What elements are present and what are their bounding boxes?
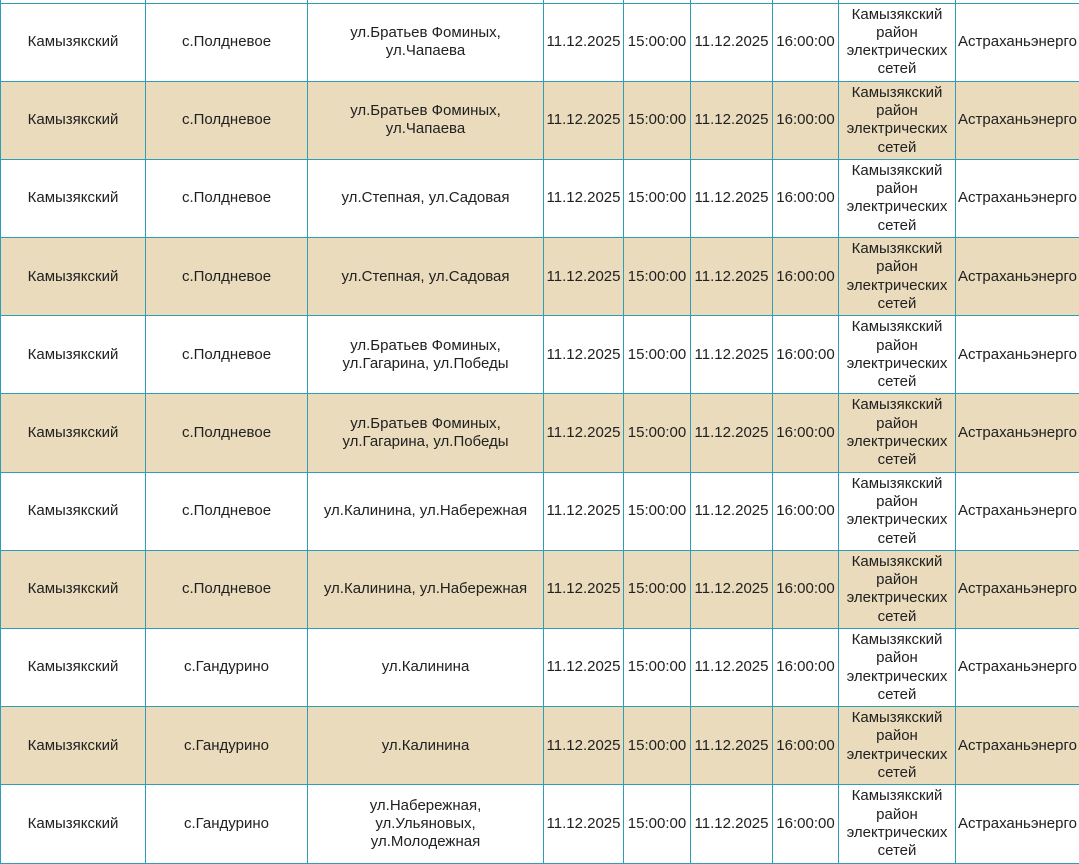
cell-end-date: 11.12.2025 <box>691 472 773 550</box>
outage-table-body <box>1 0 1079 863</box>
cell-end-time: 16:00:00 <box>773 238 839 316</box>
cell-district: Камызякский <box>1 394 146 472</box>
cell-start-time: 15:00:00 <box>624 159 691 237</box>
cell-start-date: 11.12.2025 <box>544 785 624 863</box>
cell-end-date: 11.12.2025 <box>691 3 773 81</box>
cell-end-time: 16:00:00 <box>773 629 839 707</box>
cell-end-time: 16:00:00 <box>773 316 839 394</box>
cell-streets: ул.Степная, ул.Садовая <box>308 238 544 316</box>
cell-energy-company: Астраханьэнерго <box>956 3 1079 81</box>
cell-network-branch: Камызякский район электрических сетей <box>839 316 956 394</box>
table-row <box>1 785 1079 863</box>
cell-network-branch: Камызякский район электрических сетей <box>839 3 956 81</box>
cell-end-date: 11.12.2025 <box>691 316 773 394</box>
cell-streets: ул.Калинина, ул.Набережная <box>308 472 544 550</box>
cell-energy-company: Астраханьэнерго <box>956 316 1079 394</box>
cell-start-date: 11.12.2025 <box>544 316 624 394</box>
cell-network-branch: Камызякский район электрических сетей <box>839 81 956 159</box>
cell-start-date: 11.12.2025 <box>544 394 624 472</box>
cell-energy-company: Астраханьэнерго <box>956 238 1079 316</box>
cell-network-branch: Камызякский район электрических сетей <box>839 550 956 628</box>
cell-end-date: 11.12.2025 <box>691 707 773 785</box>
table-row <box>1 394 1079 472</box>
cell-start-date: 11.12.2025 <box>544 707 624 785</box>
cell-settlement: с.Полдневое <box>146 550 308 628</box>
cell-network-branch: Камызякский район электрических сетей <box>839 159 956 237</box>
cell-energy-company: Астраханьэнерго <box>956 159 1079 237</box>
cell-settlement: с.Гандурино <box>146 707 308 785</box>
cell-start-time: 15:00:00 <box>624 550 691 628</box>
cell-network-branch: Камызякский район электрических сетей <box>839 238 956 316</box>
cell-start-time: 15:00:00 <box>624 707 691 785</box>
cell-settlement: с.Полдневое <box>146 3 308 81</box>
cell-end-time: 16:00:00 <box>773 3 839 81</box>
cell-district: Камызякский <box>1 629 146 707</box>
table-row <box>1 550 1079 628</box>
table-row <box>1 707 1079 785</box>
cell-network-branch: Камызякский район электрических сетей <box>839 707 956 785</box>
cell-end-time: 16:00:00 <box>773 707 839 785</box>
cell-settlement: с.Полдневое <box>146 472 308 550</box>
cell-network-branch: Камызякский район электрических сетей <box>839 629 956 707</box>
cell-energy-company: Астраханьэнерго <box>956 629 1079 707</box>
cell-start-date: 11.12.2025 <box>544 472 624 550</box>
cell-district: Камызякский <box>1 238 146 316</box>
cell-start-date: 11.12.2025 <box>544 3 624 81</box>
cell-district: Камызякский <box>1 3 146 81</box>
cell-network-branch: Камызякский район электрических сетей <box>839 394 956 472</box>
cell-end-date: 11.12.2025 <box>691 785 773 863</box>
cell-streets: ул.Братьев Фоминых, ул.Чапаева <box>308 3 544 81</box>
cell-settlement: с.Полдневое <box>146 81 308 159</box>
table-row <box>1 81 1079 159</box>
cell-start-date: 11.12.2025 <box>544 550 624 628</box>
cell-start-time: 15:00:00 <box>624 81 691 159</box>
cell-settlement: с.Полдневое <box>146 316 308 394</box>
cell-end-time: 16:00:00 <box>773 785 839 863</box>
cell-district: Камызякский <box>1 707 146 785</box>
cell-start-time: 15:00:00 <box>624 785 691 863</box>
cell-streets: ул.Набережная, ул.Ульяновых, ул.Молодежная <box>308 785 544 863</box>
cell-start-date: 11.12.2025 <box>544 238 624 316</box>
cell-end-time: 16:00:00 <box>773 81 839 159</box>
cell-streets: ул.Калинина <box>308 707 544 785</box>
cell-district: Камызякский <box>1 159 146 237</box>
cell-start-date: 11.12.2025 <box>544 159 624 237</box>
cell-settlement: с.Гандурино <box>146 629 308 707</box>
cell-district: Камызякский <box>1 81 146 159</box>
cell-start-time: 15:00:00 <box>624 629 691 707</box>
table-row <box>1 159 1079 237</box>
cell-energy-company: Астраханьэнерго <box>956 550 1079 628</box>
cell-energy-company: Астраханьэнерго <box>956 472 1079 550</box>
cell-end-date: 11.12.2025 <box>691 81 773 159</box>
cell-end-time: 16:00:00 <box>773 159 839 237</box>
cell-settlement: с.Полдневое <box>146 238 308 316</box>
cell-start-time: 15:00:00 <box>624 3 691 81</box>
cell-end-date: 11.12.2025 <box>691 238 773 316</box>
table-row <box>1 472 1079 550</box>
cell-streets: ул.Калинина <box>308 629 544 707</box>
cell-streets: ул.Братьев Фоминых, ул.Гагарина, ул.Победы <box>308 316 544 394</box>
cell-settlement: с.Полдневое <box>146 394 308 472</box>
cell-energy-company: Астраханьэнерго <box>956 394 1079 472</box>
cell-district: Камызякский <box>1 316 146 394</box>
cell-start-time: 15:00:00 <box>624 394 691 472</box>
cell-start-date: 11.12.2025 <box>544 81 624 159</box>
cell-energy-company: Астраханьэнерго <box>956 81 1079 159</box>
cell-district: Камызякский <box>1 472 146 550</box>
cell-end-time: 16:00:00 <box>773 394 839 472</box>
cell-energy-company: Астраханьэнерго <box>956 785 1079 863</box>
cell-end-time: 16:00:00 <box>773 472 839 550</box>
table-row <box>1 629 1079 707</box>
cell-district: Камызякский <box>1 785 146 863</box>
cell-energy-company: Астраханьэнерго <box>956 707 1079 785</box>
cell-streets: ул.Калинина, ул.Набережная <box>308 550 544 628</box>
cell-end-date: 11.12.2025 <box>691 629 773 707</box>
cell-settlement: с.Полдневое <box>146 159 308 237</box>
table-row <box>1 238 1079 316</box>
cell-settlement: с.Гандурино <box>146 785 308 863</box>
cell-start-time: 15:00:00 <box>624 238 691 316</box>
cell-start-time: 15:00:00 <box>624 316 691 394</box>
cell-end-time: 16:00:00 <box>773 550 839 628</box>
cell-start-date: 11.12.2025 <box>544 629 624 707</box>
cell-streets: ул.Степная, ул.Садовая <box>308 159 544 237</box>
table-row <box>1 3 1079 81</box>
cell-end-date: 11.12.2025 <box>691 550 773 628</box>
cell-end-date: 11.12.2025 <box>691 394 773 472</box>
cell-network-branch: Камызякский район электрических сетей <box>839 472 956 550</box>
cell-end-date: 11.12.2025 <box>691 159 773 237</box>
cell-streets: ул.Братьев Фоминых, ул.Чапаева <box>308 81 544 159</box>
cell-streets: ул.Братьев Фоминых, ул.Гагарина, ул.Победы <box>308 394 544 472</box>
table-row <box>1 316 1079 394</box>
cell-district: Камызякский <box>1 550 146 628</box>
cell-network-branch: Камызякский район электрических сетей <box>839 785 956 863</box>
cell-start-time: 15:00:00 <box>624 472 691 550</box>
